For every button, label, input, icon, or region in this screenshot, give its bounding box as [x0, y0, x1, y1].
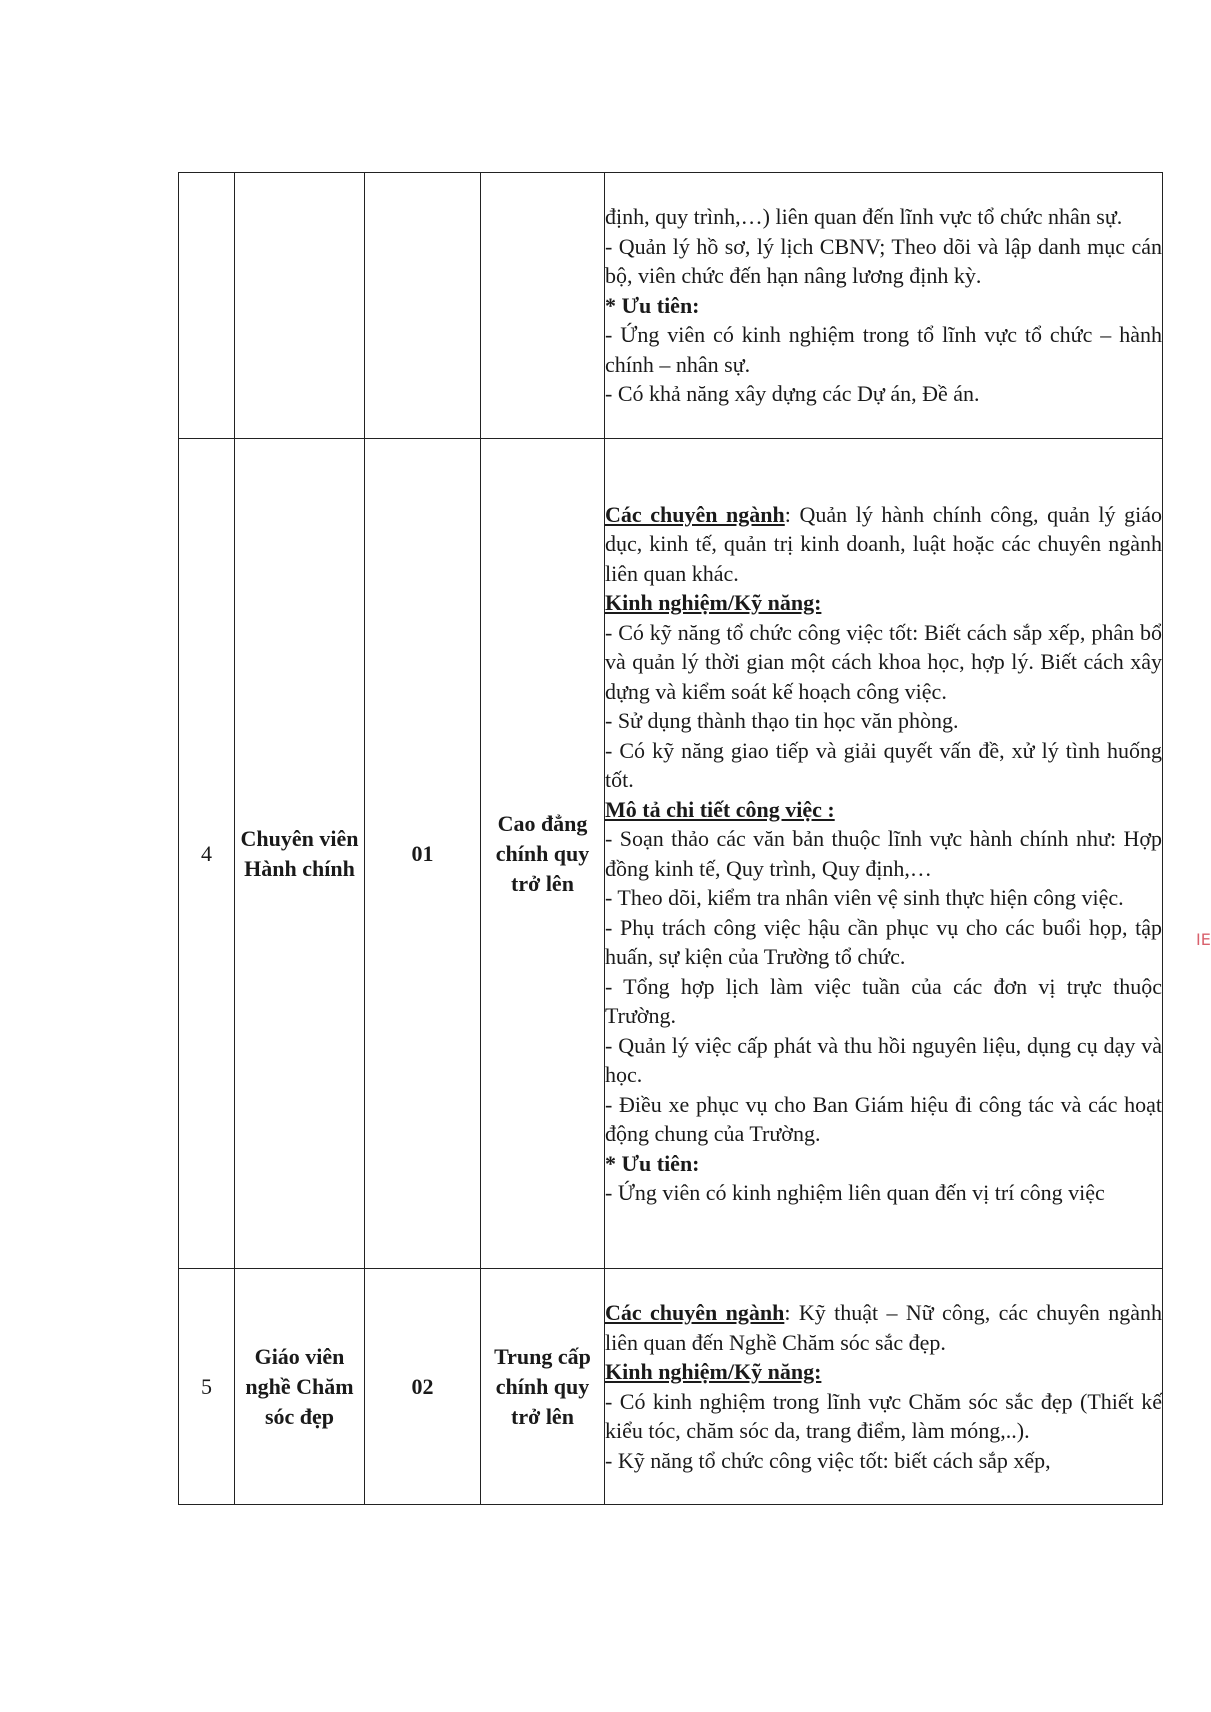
position-title-cell: Giáo viên nghề Chăm sóc đẹp: [235, 1269, 365, 1505]
description-line: Kinh nghiệm/Kỹ năng:: [605, 590, 822, 615]
description-line: - Ứng viên có kinh nghiệm liên quan đến vị trí công việc: [605, 1180, 1105, 1205]
section-text: : Quản lý hành chính công, quản lý giáo dục, kinh tế, quản trị kinh doanh, luật hoặc các chuyên ngành liên quan khác.: [605, 501, 1162, 586]
description-line: - Có kinh nghiệm trong lĩnh vực Chăm sóc sắc đẹp (Thiết kế kiểu tóc, chăm sóc da, trang điểm, làm móng,..).: [605, 1388, 1162, 1443]
table-row-position-5: [179, 1269, 1163, 1505]
seal-text: IE: [1196, 930, 1211, 949]
stt-cell: [179, 173, 235, 439]
description-line: - Soạn thảo các văn bản thuộc lĩnh vực hành chính như: Hợp đồng kinh tế, Quy trình, Quy định,…: [605, 826, 1162, 881]
section-text: : Kỹ thuật – Nữ công, các chuyên ngành liên quan đến Nghề Chăm sóc sắc đẹp.: [605, 1300, 1162, 1355]
description-line: Kinh nghiệm/Kỹ năng:: [605, 1359, 822, 1384]
description-cell: [605, 439, 1163, 1269]
description-line: * Ưu tiên:: [605, 1150, 700, 1176]
description-line: Mô tả chi tiết công việc :: [605, 796, 835, 822]
description-line: định, quy trình,…) liên quan đến lĩnh vực tổ chức nhân sự.: [605, 204, 1123, 230]
description-line: - Quản lý việc cấp phát và thu hồi nguyên liệu, dụng cụ dạy và học.: [605, 1032, 1162, 1087]
description-line: - Quản lý hồ sơ, lý lịch CBNV; Theo dõi và lập danh mục cán bộ, viên chức đến hạn nâng lương định kỳ.: [605, 233, 1162, 289]
description-line: - Sử dụng thành thạo tin học văn phòng.: [605, 708, 959, 733]
red-seal-fragment: [1176, 820, 1211, 1020]
description-line: - Có kỹ năng giao tiếp và giải quyết vấn đề, xử lý tình huống tốt.: [605, 737, 1162, 792]
section-heading: Các chuyên ngành: [605, 501, 785, 527]
section-heading: Các chuyên ngành: [605, 1300, 785, 1325]
recruitment-table: [178, 172, 1163, 1505]
education-cell: Trung cấp chính quy trở lên: [481, 1269, 605, 1505]
quantity-cell: [365, 173, 481, 439]
education-cell: [481, 173, 605, 439]
description-line: - Tổng hợp lịch làm việc tuần của các đơn vị trực thuộc Trường.: [605, 973, 1162, 1028]
description-line: - Điều xe phục vụ cho Ban Giám hiệu đi công tác và các hoạt động chung của Trường.: [605, 1091, 1162, 1146]
description-cell: [605, 173, 1163, 439]
description-line: - Phụ trách công việc hậu cần phục vụ cho các buổi họp, tập huấn, sự kiện của Trường tổ chức.: [605, 914, 1162, 969]
stt-cell: 4: [179, 439, 235, 1269]
description-line: [605, 500, 1162, 589]
quantity-cell: 02: [365, 1269, 481, 1505]
description-line: - Có khả năng xây dựng các Dự án, Đề án.: [605, 381, 980, 407]
description-line: [605, 1298, 1162, 1357]
description-cell: [605, 1269, 1163, 1505]
table-row-continued: [179, 173, 1163, 439]
recruitment-table-body: [179, 173, 1163, 1505]
description-line: - Có kỹ năng tổ chức công việc tốt: Biết cách sắp xếp, phân bổ và quản lý thời gian một cách khoa học, hợp lý. Biết cách xây dựng và kiểm soát kế hoạch công việc.: [605, 619, 1162, 704]
stt-cell: 5: [179, 1269, 235, 1505]
education-cell: Cao đẳng chính quy trở lên: [481, 439, 605, 1269]
description-line: - Theo dõi, kiểm tra nhân viên vệ sinh thực hiện công việc.: [605, 885, 1124, 910]
position-title-cell: Chuyên viên Hành chính: [235, 439, 365, 1269]
description-line: - Ứng viên có kinh nghiệm trong tổ lĩnh vực tổ chức – hành chính – nhân sự.: [605, 322, 1162, 377]
quantity-cell: 01: [365, 439, 481, 1269]
description-line: - Kỹ năng tổ chức công việc tốt: biết cách sắp xếp,: [605, 1447, 1051, 1473]
table-row-position-4: [179, 439, 1163, 1269]
description-line: * Ưu tiên:: [605, 292, 700, 318]
position-title-cell: [235, 173, 365, 439]
